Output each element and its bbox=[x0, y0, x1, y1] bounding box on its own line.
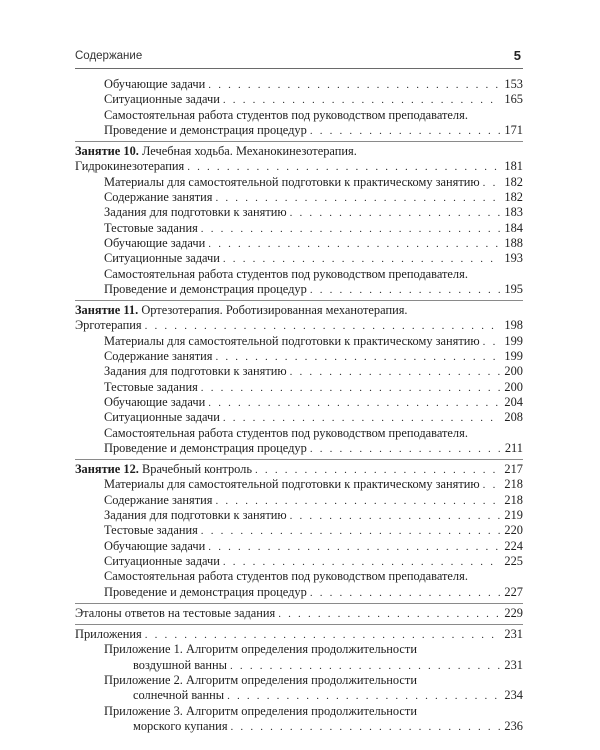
dot-leader bbox=[255, 463, 500, 478]
toc-entry-text: Самостоятельная работа студентов под руководством преподавателя. bbox=[104, 569, 468, 584]
toc-entry-text: Проведение и демонстрация процедур bbox=[104, 440, 307, 455]
dot-leader bbox=[223, 252, 500, 267]
toc-page-number: 153 bbox=[504, 77, 523, 91]
toc-entry[interactable] bbox=[75, 236, 523, 251]
toc-entry-title bbox=[104, 508, 287, 523]
dot-leader bbox=[223, 93, 500, 108]
toc-entry-text: Проведение и демонстрация процедур bbox=[104, 122, 307, 137]
toc-entry-title bbox=[75, 606, 275, 621]
toc-entry-title bbox=[104, 704, 417, 719]
toc-page-number: 231 bbox=[504, 657, 523, 672]
toc-entry-text: Проведение и демонстрация процедур bbox=[104, 584, 307, 599]
dot-leader bbox=[201, 524, 500, 539]
toc-entry[interactable] bbox=[75, 523, 523, 538]
toc-page-number: 188 bbox=[504, 235, 523, 250]
toc-entry[interactable] bbox=[75, 477, 523, 492]
page-number: 5 bbox=[513, 48, 521, 63]
dot-leader bbox=[223, 411, 500, 426]
lesson-label: Занятие 10. bbox=[75, 144, 139, 159]
toc-entry[interactable] bbox=[75, 441, 523, 456]
toc-entry-title bbox=[104, 554, 220, 569]
toc-page-number: 182 bbox=[504, 190, 523, 205]
toc-page-number: 234 bbox=[504, 688, 523, 703]
toc-entry-text: Ортезотерапия. Роботизированная механотерапия. bbox=[138, 303, 408, 318]
dot-leader bbox=[483, 176, 500, 191]
toc-entry-title bbox=[104, 410, 220, 425]
toc-entry[interactable] bbox=[75, 554, 523, 569]
toc-entry[interactable] bbox=[75, 493, 523, 508]
toc-entry-text: Задания для подготовки к занятию bbox=[104, 364, 287, 379]
dot-leader bbox=[145, 319, 500, 334]
toc-entry[interactable] bbox=[75, 688, 523, 703]
toc-entry-text: воздушной ванны bbox=[133, 657, 228, 672]
toc-entry-text: Обучающие задачи bbox=[104, 538, 206, 553]
toc-page-number: 199 bbox=[504, 333, 523, 348]
toc-entry[interactable] bbox=[75, 380, 523, 395]
toc-entry-title bbox=[133, 688, 224, 703]
dot-leader bbox=[216, 350, 501, 365]
toc-page-number: 208 bbox=[504, 410, 523, 425]
toc-entry[interactable] bbox=[75, 349, 523, 364]
toc-page-number: 183 bbox=[504, 205, 523, 220]
dot-leader bbox=[290, 206, 500, 221]
toc-entry[interactable] bbox=[75, 221, 523, 236]
dot-leader bbox=[227, 689, 500, 704]
dot-leader bbox=[483, 335, 500, 350]
dot-leader bbox=[310, 124, 500, 139]
toc-page-number: 225 bbox=[504, 553, 523, 568]
toc-entry-text: Материалы для самостоятельной подготовки к практическому занятию bbox=[104, 333, 480, 348]
toc-section bbox=[75, 300, 523, 456]
toc-entry-text: Самостоятельная работа студентов под руководством преподавателя. bbox=[104, 266, 468, 281]
dot-leader bbox=[208, 237, 500, 252]
toc-entry[interactable] bbox=[75, 395, 523, 410]
toc-entry[interactable] bbox=[75, 159, 523, 174]
toc-page-number: 218 bbox=[504, 492, 523, 507]
toc-entry-title bbox=[104, 426, 468, 441]
toc-entry-text: Ситуационные задачи bbox=[104, 92, 220, 107]
toc-section bbox=[75, 77, 523, 138]
toc-entry[interactable] bbox=[75, 627, 523, 642]
toc-page-number: 193 bbox=[504, 251, 523, 266]
toc-entry[interactable] bbox=[75, 642, 523, 657]
running-header-title: Содержание bbox=[75, 50, 143, 62]
toc-entry-title bbox=[104, 334, 480, 349]
toc-page-number: 165 bbox=[504, 92, 523, 107]
toc-entry-title bbox=[104, 282, 307, 297]
toc-page-number: 199 bbox=[504, 349, 523, 364]
toc-entry[interactable] bbox=[75, 426, 523, 441]
dot-leader bbox=[208, 78, 500, 93]
toc-page-number: 204 bbox=[504, 394, 523, 409]
toc-entry-title bbox=[104, 236, 205, 251]
toc-section bbox=[75, 624, 523, 734]
toc-entry-text: Задания для подготовки к занятию bbox=[104, 205, 287, 220]
toc-page-number: 184 bbox=[504, 220, 523, 235]
toc-page-number: 182 bbox=[504, 174, 523, 189]
toc-entry[interactable] bbox=[75, 606, 523, 621]
toc-entry-title bbox=[104, 673, 417, 688]
toc-entry[interactable] bbox=[75, 318, 523, 333]
toc-entry-text: Приложения bbox=[75, 627, 142, 642]
dot-leader bbox=[278, 607, 500, 622]
toc-entry[interactable] bbox=[75, 658, 523, 673]
toc-page-number: 227 bbox=[504, 584, 523, 599]
dot-leader bbox=[201, 381, 500, 396]
toc-entry[interactable] bbox=[75, 585, 523, 600]
toc-entry-text: Содержание занятия bbox=[104, 349, 213, 364]
toc-entry-text: Приложение 1. Алгоритм определения продолжительности bbox=[104, 642, 417, 657]
toc-entry-title bbox=[75, 144, 357, 159]
toc-entry[interactable] bbox=[75, 410, 523, 425]
lesson-label: Занятие 11. bbox=[75, 303, 139, 318]
toc-entry-text: Материалы для самостоятельной подготовки к практическому занятию bbox=[104, 477, 480, 492]
toc-entry-title bbox=[104, 493, 213, 508]
toc-entry-title bbox=[104, 523, 198, 538]
toc-entry-title bbox=[104, 539, 205, 554]
dot-leader bbox=[216, 191, 501, 206]
toc-entry-title bbox=[104, 477, 480, 492]
toc-entry[interactable] bbox=[75, 462, 523, 477]
toc-entry-title bbox=[104, 251, 220, 266]
toc-entry[interactable] bbox=[75, 569, 523, 584]
toc-entry-title bbox=[133, 719, 228, 734]
toc-section bbox=[75, 459, 523, 600]
toc-entry-title bbox=[104, 77, 205, 92]
toc-entry-title bbox=[104, 364, 287, 379]
toc-entry-title bbox=[133, 658, 227, 673]
dot-leader bbox=[208, 396, 500, 411]
toc-entry[interactable] bbox=[75, 267, 523, 282]
toc-entry-text: Гидрокинезотерапия bbox=[75, 159, 185, 174]
toc-page-number: 171 bbox=[504, 122, 523, 137]
toc-entry-text: Ситуационные задачи bbox=[104, 553, 220, 568]
toc-entry[interactable] bbox=[75, 334, 523, 349]
toc-entry[interactable] bbox=[75, 251, 523, 266]
table-of-contents bbox=[75, 77, 523, 734]
dot-leader bbox=[483, 478, 500, 493]
toc-entry-text: Обучающие задачи bbox=[104, 77, 206, 91]
dot-leader bbox=[216, 494, 501, 509]
dot-leader bbox=[187, 160, 500, 175]
toc-entry-title bbox=[75, 318, 142, 333]
running-header bbox=[75, 46, 523, 69]
dot-leader bbox=[290, 365, 500, 380]
toc-entry-title bbox=[104, 175, 480, 190]
toc-page-number: 229 bbox=[504, 605, 523, 620]
toc-page-number: 224 bbox=[504, 538, 523, 553]
toc-page-number: 218 bbox=[504, 477, 523, 492]
toc-entry-text: Содержание занятия bbox=[104, 492, 213, 507]
toc-page-number: 211 bbox=[504, 440, 523, 455]
toc-entry[interactable] bbox=[75, 508, 523, 523]
toc-entry-title bbox=[104, 585, 307, 600]
toc-page-number: 198 bbox=[504, 318, 523, 333]
toc-entry-text: Приложение 2. Алгоритм определения продолжительности bbox=[104, 672, 417, 687]
toc-entry[interactable] bbox=[75, 190, 523, 205]
toc-entry[interactable] bbox=[75, 282, 523, 297]
toc-entry-text: Эрготерапия bbox=[75, 318, 142, 333]
toc-entry[interactable] bbox=[75, 92, 523, 107]
toc-entry[interactable] bbox=[75, 205, 523, 220]
dot-leader bbox=[208, 540, 500, 555]
toc-entry[interactable] bbox=[75, 175, 523, 190]
toc-page-number: 195 bbox=[504, 281, 523, 296]
toc-entry[interactable] bbox=[75, 719, 523, 734]
toc-entry-text: Тестовые задания bbox=[104, 220, 198, 235]
toc-entry-text: морского купания bbox=[133, 718, 228, 733]
dot-leader bbox=[201, 222, 500, 237]
toc-page-number: 217 bbox=[504, 462, 523, 477]
toc-page-number: 219 bbox=[504, 508, 523, 523]
toc-section bbox=[75, 603, 523, 621]
toc-entry-text: Задания для подготовки к занятию bbox=[104, 508, 287, 523]
toc-entry-title bbox=[104, 349, 213, 364]
toc-entry-title bbox=[75, 627, 142, 642]
toc-entry-title bbox=[104, 395, 205, 410]
toc-entry-title bbox=[104, 380, 198, 395]
toc-page-number: 200 bbox=[504, 364, 523, 379]
toc-entry[interactable] bbox=[75, 144, 523, 159]
toc-entry-text: Тестовые задания bbox=[104, 379, 198, 394]
toc-entry-text: Обучающие задачи bbox=[104, 394, 206, 409]
toc-entry-text: Обучающие задачи bbox=[104, 235, 206, 250]
toc-entry-text: Ситуационные задачи bbox=[104, 251, 220, 266]
dot-leader bbox=[231, 720, 500, 735]
toc-entry-text: Проведение и демонстрация процедур bbox=[104, 281, 307, 296]
toc-page-number: 231 bbox=[504, 627, 523, 642]
toc-entry[interactable] bbox=[75, 364, 523, 379]
dot-leader bbox=[290, 509, 500, 524]
toc-entry-title bbox=[104, 123, 307, 138]
toc-entry-title bbox=[104, 267, 468, 282]
toc-entry-title bbox=[75, 303, 408, 318]
toc-page-number: 181 bbox=[504, 159, 523, 174]
toc-entry-text: Самостоятельная работа студентов под руководством преподавателя. bbox=[104, 425, 468, 440]
lesson-label: Занятие 12. bbox=[75, 462, 139, 477]
toc-entry-title bbox=[75, 462, 252, 477]
toc-page-number: 220 bbox=[504, 523, 523, 538]
dot-leader bbox=[145, 628, 500, 643]
toc-entry-title bbox=[104, 642, 417, 657]
dot-leader bbox=[230, 659, 500, 674]
toc-entry[interactable] bbox=[75, 539, 523, 554]
toc-entry-text: Самостоятельная работа студентов под руководством преподавателя. bbox=[104, 107, 468, 122]
toc-entry-text: Эталоны ответов на тестовые задания bbox=[75, 605, 276, 620]
dot-leader bbox=[310, 442, 500, 457]
toc-entry[interactable] bbox=[75, 123, 523, 138]
toc-entry-text: Врачебный контроль bbox=[138, 462, 253, 477]
toc-entry-text: Приложение 3. Алгоритм определения продолжительности bbox=[104, 703, 417, 718]
toc-entry-text: Материалы для самостоятельной подготовки к практическому занятию bbox=[104, 174, 480, 189]
toc-entry-title bbox=[104, 190, 213, 205]
toc-page-number: 236 bbox=[504, 718, 523, 733]
toc-page-number: 200 bbox=[504, 379, 523, 394]
toc-entry[interactable] bbox=[75, 704, 523, 719]
toc-entry-title bbox=[104, 569, 468, 584]
toc-entry[interactable] bbox=[75, 673, 523, 688]
toc-entry-title bbox=[75, 159, 184, 174]
toc-entry-title bbox=[104, 441, 307, 456]
toc-entry[interactable] bbox=[75, 303, 523, 318]
toc-entry-text: солнечной ванны bbox=[133, 688, 225, 703]
dot-leader bbox=[310, 283, 500, 298]
toc-entry-text: Тестовые задания bbox=[104, 523, 198, 538]
toc-entry-title bbox=[104, 221, 198, 236]
toc-entry-text: Ситуационные задачи bbox=[104, 410, 220, 425]
toc-entry-title bbox=[104, 92, 220, 107]
toc-section bbox=[75, 141, 523, 297]
toc-entry-title bbox=[104, 205, 287, 220]
toc-entry-title bbox=[104, 108, 468, 123]
toc-entry-text: Содержание занятия bbox=[104, 190, 213, 205]
dot-leader bbox=[310, 586, 500, 601]
toc-entry[interactable] bbox=[75, 77, 523, 92]
toc-entry[interactable] bbox=[75, 108, 523, 123]
dot-leader bbox=[223, 555, 500, 570]
toc-entry-text: Лечебная ходьба. Механокинезотерапия. bbox=[138, 144, 357, 159]
